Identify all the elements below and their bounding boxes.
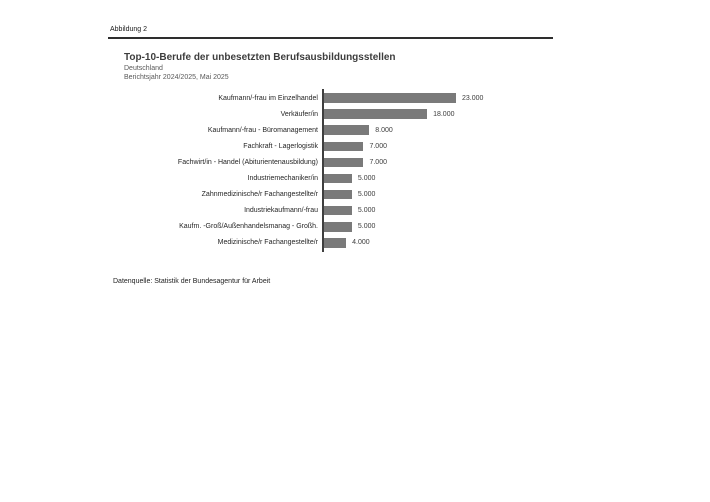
category-label: Kaufmann/-frau im Einzelhandel [218, 94, 318, 102]
y-axis-line [322, 89, 324, 252]
divider-line [108, 37, 553, 39]
bar [323, 238, 346, 248]
bar [323, 125, 369, 135]
bar [323, 174, 352, 184]
chart-subtitle-region: Deutschland [124, 65, 163, 72]
category-label: Zahnmedizinische/r Fachangestellte/r [201, 191, 318, 199]
category-label: Kaufmann/-frau - Büromanagement [207, 126, 318, 134]
bar [323, 158, 363, 168]
value-label: 7.000 [369, 142, 387, 150]
value-label: 5.000 [357, 191, 376, 199]
chart-row [110, 203, 590, 219]
chart-row [110, 187, 590, 203]
chart-title: Top-10-Berufe der unbesetzten Berufsausbildungsstellen [124, 52, 396, 63]
bar [323, 206, 352, 216]
chart-row [110, 235, 590, 251]
bar [323, 109, 427, 119]
bar [323, 142, 363, 152]
value-label: 18.000 [433, 110, 455, 118]
value-label: 5.000 [357, 175, 376, 183]
value-label: 8.000 [375, 126, 393, 134]
bar [323, 190, 352, 200]
category-label: Medizinische/r Fachangestellte/r [217, 239, 318, 247]
chart-row [110, 219, 590, 235]
chart-row [110, 122, 590, 138]
chart-row [110, 106, 590, 122]
chart-subtitle-period: Berichtsjahr 2024/2025, Mai 2025 [124, 74, 229, 81]
chart-row [110, 170, 590, 186]
category-label: Industriekaufmann/-frau [244, 207, 318, 215]
source-note: Datenquelle: Statistik der Bundesagentur für Arbeit [113, 278, 271, 285]
category-label: Fachkraft - Lagerlogistik [243, 142, 318, 150]
category-label: Industriemechaniker/in [247, 175, 318, 183]
value-label: 4.000 [352, 239, 370, 247]
bar [323, 222, 352, 232]
category-label: Verkäufer/in [280, 110, 318, 118]
bar-chart [110, 90, 590, 251]
category-label: Kaufm. -Groß/Außenhandelsmanag - Großh. [179, 223, 318, 231]
category-label: Fachwirt/in - Handel (Abiturientenausbildung) [177, 158, 318, 166]
value-label: 7.000 [369, 158, 387, 166]
bar [323, 93, 456, 103]
value-label: 23.000 [462, 94, 484, 102]
chart-row [110, 90, 590, 106]
chart-row [110, 154, 590, 170]
chart-row [110, 138, 590, 154]
figure-label: Abbildung 2 [110, 26, 147, 33]
value-label: 5.000 [357, 223, 376, 231]
value-label: 5.000 [357, 207, 376, 215]
